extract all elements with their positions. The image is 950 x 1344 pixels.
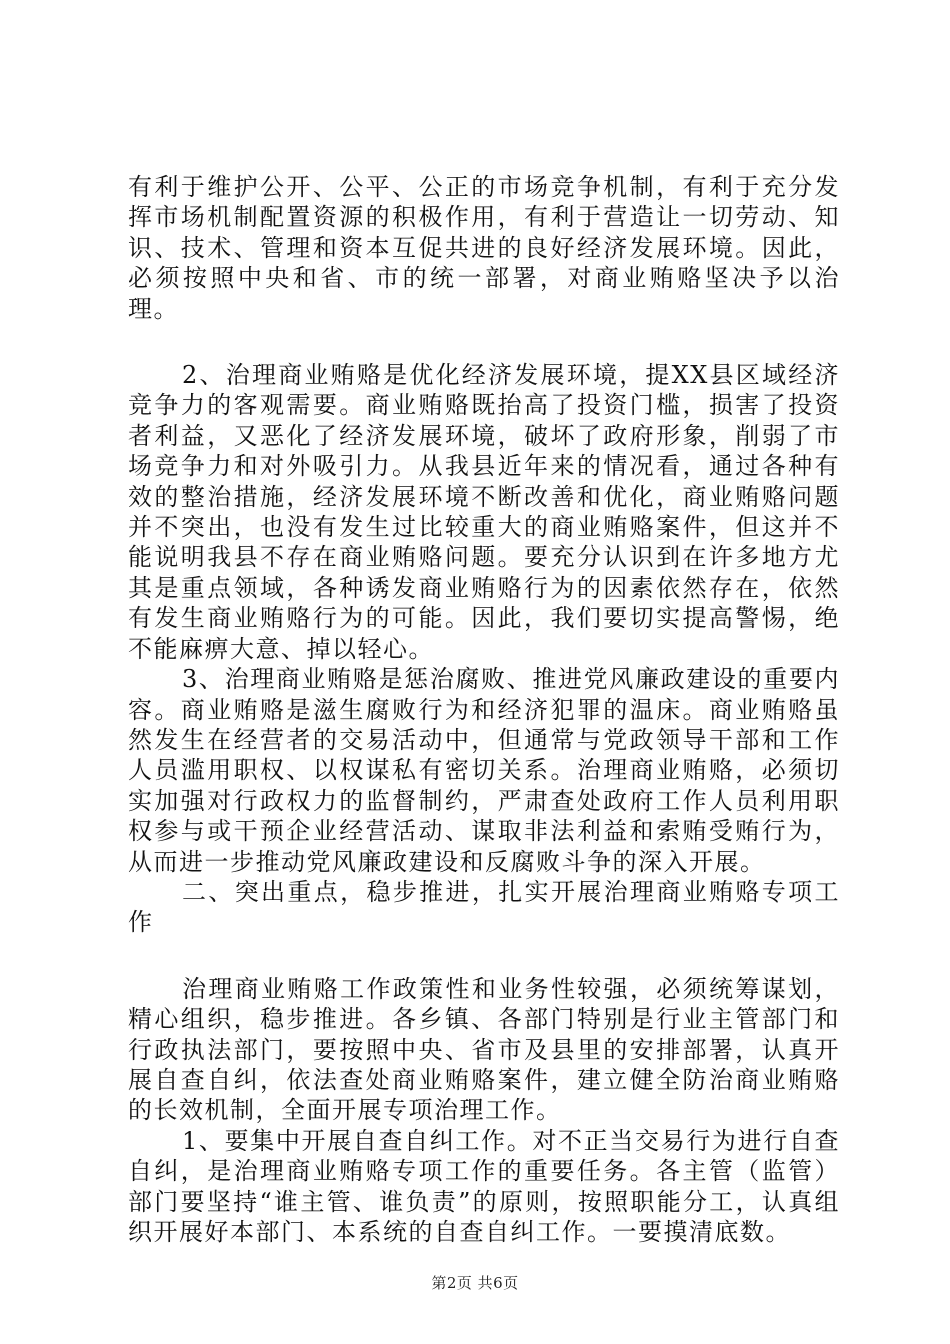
paragraph-point-3: 3、治理商业贿赂是惩治腐败、推进党风廉政建设的重要内容。商业贿赂是滋生腐败行为和经济犯罪的温床。商业贿赂虽然发生在经营者的交易活动中，但通常与党政领导干部和工作人员滥用职权、以权谋私有密切关系。治理商业贿赂，必须切实加强对行政权力的监督制约，严肃查处政府工作人员利用职权参与或干预企业经营活动、谋取非法利益和索贿受贿行为，从而进一步推动党风廉政建设和反腐败斗争的深入开展。 bbox=[128, 665, 840, 876]
page-footer: 第2页 共6页 bbox=[431, 1274, 519, 1292]
section-heading-2: 二、突出重点，稳步推进，扎实开展治理商业贿赂专项工作 bbox=[128, 877, 840, 937]
paragraph-section-intro: 治理商业贿赂工作政策性和业务性较强，必须统筹谋划，精心组织，稳步推进。各乡镇、各部门特别是行业主管部门和行政执法部门，要按照中央、省市及县里的安排部署，认真开展自查自纠，依法查处商业贿赂案件，建立健全防治商业贿赂的长效机制，全面开展专项治理工作。 bbox=[128, 974, 840, 1125]
paragraph-continued: 有利于维护公开、公平、公正的市场竞争机制，有利于充分发挥市场机制配置资源的积极作用，有利于营造让一切劳动、知识、技术、管理和资本互促共进的良好经济发展环境。因此，必须按照中央和省、市的统一部署，对商业贿赂坚决予以治理。 bbox=[128, 173, 840, 323]
document-body bbox=[128, 172, 840, 1247]
paragraph-point-2: 2、治理商业贿赂是优化经济发展环境，提XX县区域经济竞争力的客观需要。商业贿赂既抬高了投资门槛，损害了投资者利益，又恶化了经济发展环境，破坏了政府形象，削弱了市场竞争力和对外吸引力。从我县近年来的情况看，通过各种有效的整治措施，经济发展环境不断改善和优化，商业贿赂问题并不突出，也没有发生过比较重大的商业贿赂案件，但这并不能说明我县不存在商业贿赂问题。要充分认识到在许多地方尤其是重点领域，各种诱发商业贿赂行为的因素依然存在，依然有发生商业贿赂行为的可能。因此，我们要切实提高警惕，绝不能麻痹大意、掉以轻心。 bbox=[128, 361, 840, 663]
paragraph-item-1: 1、要集中开展自查自纠工作。对不正当交易行为进行自查自纠，是治理商业贿赂专项工作的重要任务。各主管（监管）部门要坚持“谁主管、谁负责”的原则，按照职能分工，认真组织开展好本部门、本系统的自查自纠工作。一要摸清底数。 bbox=[128, 1126, 840, 1246]
